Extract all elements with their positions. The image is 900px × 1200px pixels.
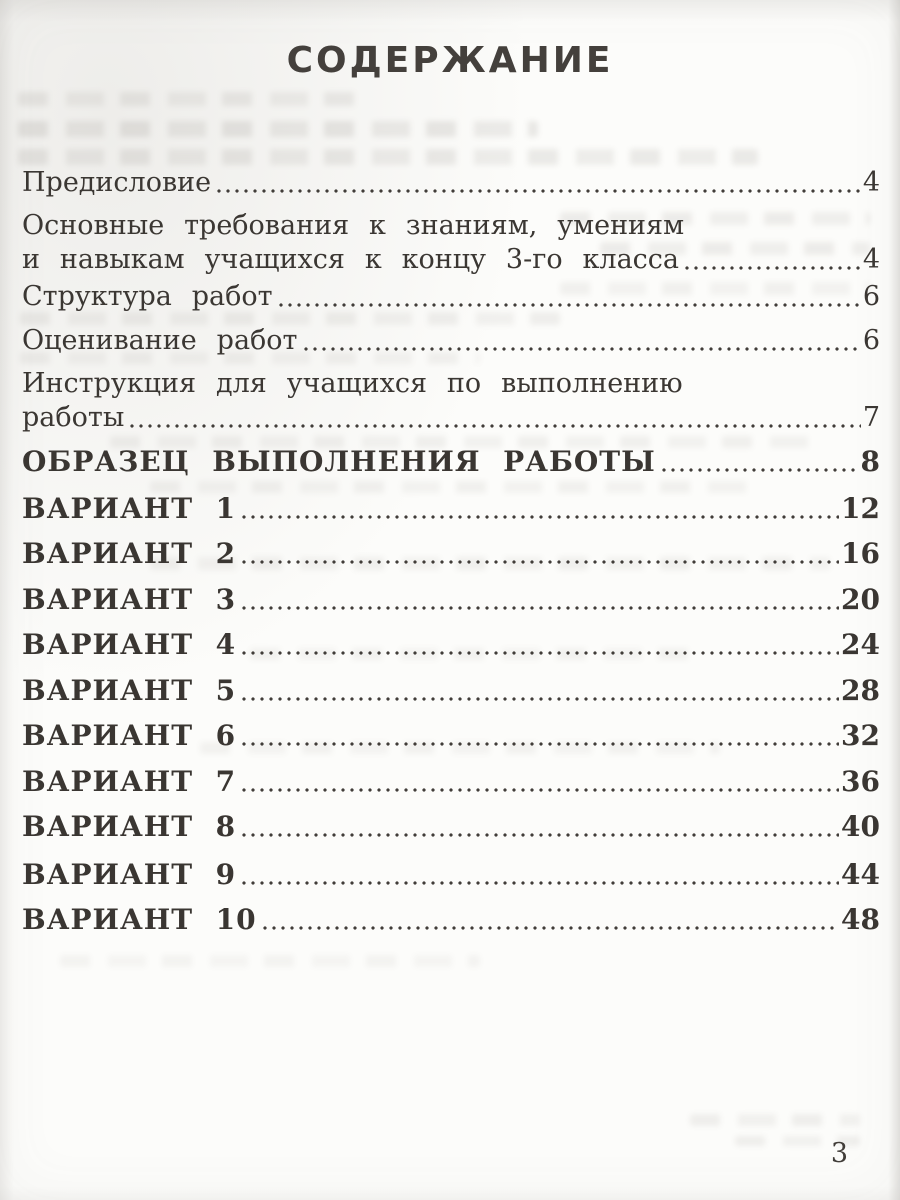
toc-entry	[22, 209, 880, 277]
toc-entry-text: ОБРАЗЕЦ ВЫПОЛНЕНИЯ РАБОТЫ	[22, 445, 656, 478]
toc-entry	[22, 674, 880, 708]
toc-entry	[22, 810, 880, 844]
toc-entry-text: ВАРИАНТ 3	[22, 583, 237, 616]
toc-entry-row	[22, 674, 880, 708]
dot-leader	[242, 810, 839, 844]
toc-entry	[22, 280, 880, 314]
dot-leader	[242, 765, 839, 799]
toc-entry-page-number: 28	[841, 674, 880, 707]
toc-entry-text: и навыкам учащихся к концу 3-го класса	[22, 244, 680, 275]
toc-entry-page-number: 32	[841, 719, 880, 752]
toc-entry-page-number: 16	[841, 537, 880, 570]
toc-entry-page-number: 12	[841, 492, 880, 525]
dot-leader	[130, 401, 860, 435]
toc-entry	[22, 492, 880, 526]
toc-entry-text: Предисловие	[22, 167, 212, 198]
toc-entry	[22, 628, 880, 662]
toc-entry-page-number: 8	[860, 445, 880, 478]
dot-leader	[263, 903, 839, 937]
toc-entry-page-number: 6	[862, 281, 880, 312]
dot-leader	[242, 537, 839, 571]
toc-entry-page-number: 7	[862, 402, 880, 433]
toc-entry-page-number: 24	[841, 628, 880, 661]
toc-entry-row	[22, 719, 880, 753]
dot-leader	[242, 628, 839, 662]
toc-entry-row	[22, 166, 880, 200]
page-number: 3	[830, 1138, 848, 1169]
toc-entry-row	[22, 537, 880, 571]
toc-entry-row	[22, 858, 880, 892]
dot-leader	[662, 445, 859, 479]
page-title: СОДЕРЖАНИЕ	[286, 40, 614, 82]
toc-entry-row	[22, 243, 880, 277]
toc-entry-text: ВАРИАНТ 5	[22, 674, 237, 707]
dot-leader	[279, 280, 861, 314]
toc-entry-row	[22, 628, 880, 662]
toc-entry-text: Основные требования к знаниям, умениям	[22, 210, 685, 241]
toc-entry	[22, 537, 880, 571]
toc-entry	[22, 445, 880, 479]
toc-entry-row	[22, 401, 880, 435]
toc-entry-text: ВАРИАНТ 8	[22, 810, 237, 843]
table-of-contents	[22, 166, 880, 937]
toc-entry	[22, 903, 880, 937]
toc-entry-text: ВАРИАНТ 6	[22, 719, 237, 752]
toc-entry-text: Структура работ	[22, 281, 273, 312]
bleed-through-artifact	[18, 92, 358, 106]
toc-entry-row	[22, 583, 880, 617]
toc-entry	[22, 765, 880, 799]
bleed-through-artifact	[18, 121, 538, 137]
toc-entry-row	[22, 903, 880, 937]
toc-entry-page-number: 44	[841, 858, 880, 891]
toc-entry	[22, 858, 880, 892]
toc-entry-page-number: 36	[841, 765, 880, 798]
toc-entry-row	[22, 324, 880, 358]
toc-entry-row	[22, 810, 880, 844]
dot-leader	[685, 243, 861, 277]
toc-entry-row	[22, 492, 880, 526]
toc-entry-row	[22, 280, 880, 314]
toc-entry-text: ВАРИАНТ 4	[22, 628, 237, 661]
dot-leader	[242, 583, 839, 617]
toc-entry-page-number: 20	[841, 583, 880, 616]
toc-entry-text: ВАРИАНТ 7	[22, 765, 237, 798]
dot-leader	[242, 492, 839, 526]
toc-entry	[22, 166, 880, 200]
dot-leader	[217, 166, 861, 200]
toc-entry-text: Инструкция для учащихся по выполнению	[22, 368, 683, 399]
toc-entry	[22, 719, 880, 753]
toc-entry	[22, 583, 880, 617]
toc-entry	[22, 367, 880, 435]
dot-leader	[242, 719, 839, 753]
toc-entry-page-number: 48	[841, 903, 880, 936]
toc-entry-text: ВАРИАНТ 10	[22, 903, 257, 936]
toc-entry-page-number: 4	[862, 244, 880, 275]
toc-entry-page-number: 40	[841, 810, 880, 843]
toc-entry-row	[22, 445, 880, 479]
bleed-through-artifact	[690, 1114, 860, 1126]
toc-entry-page-number: 4	[862, 167, 880, 198]
toc-entry	[22, 324, 880, 358]
toc-entry-text: Оценивание работ	[22, 325, 298, 356]
toc-entry-text: ВАРИАНТ 9	[22, 858, 237, 891]
dot-leader	[304, 324, 861, 358]
dot-leader	[242, 858, 839, 892]
toc-entry-row	[22, 765, 880, 799]
toc-entry-text: ВАРИАНТ 2	[22, 537, 237, 570]
bleed-through-artifact	[60, 955, 480, 967]
bleed-through-artifact	[18, 149, 758, 165]
dot-leader	[242, 674, 839, 708]
toc-entry-text: работы	[22, 402, 125, 433]
toc-entry-page-number: 6	[862, 325, 880, 356]
toc-entry-text: ВАРИАНТ 1	[22, 492, 237, 525]
